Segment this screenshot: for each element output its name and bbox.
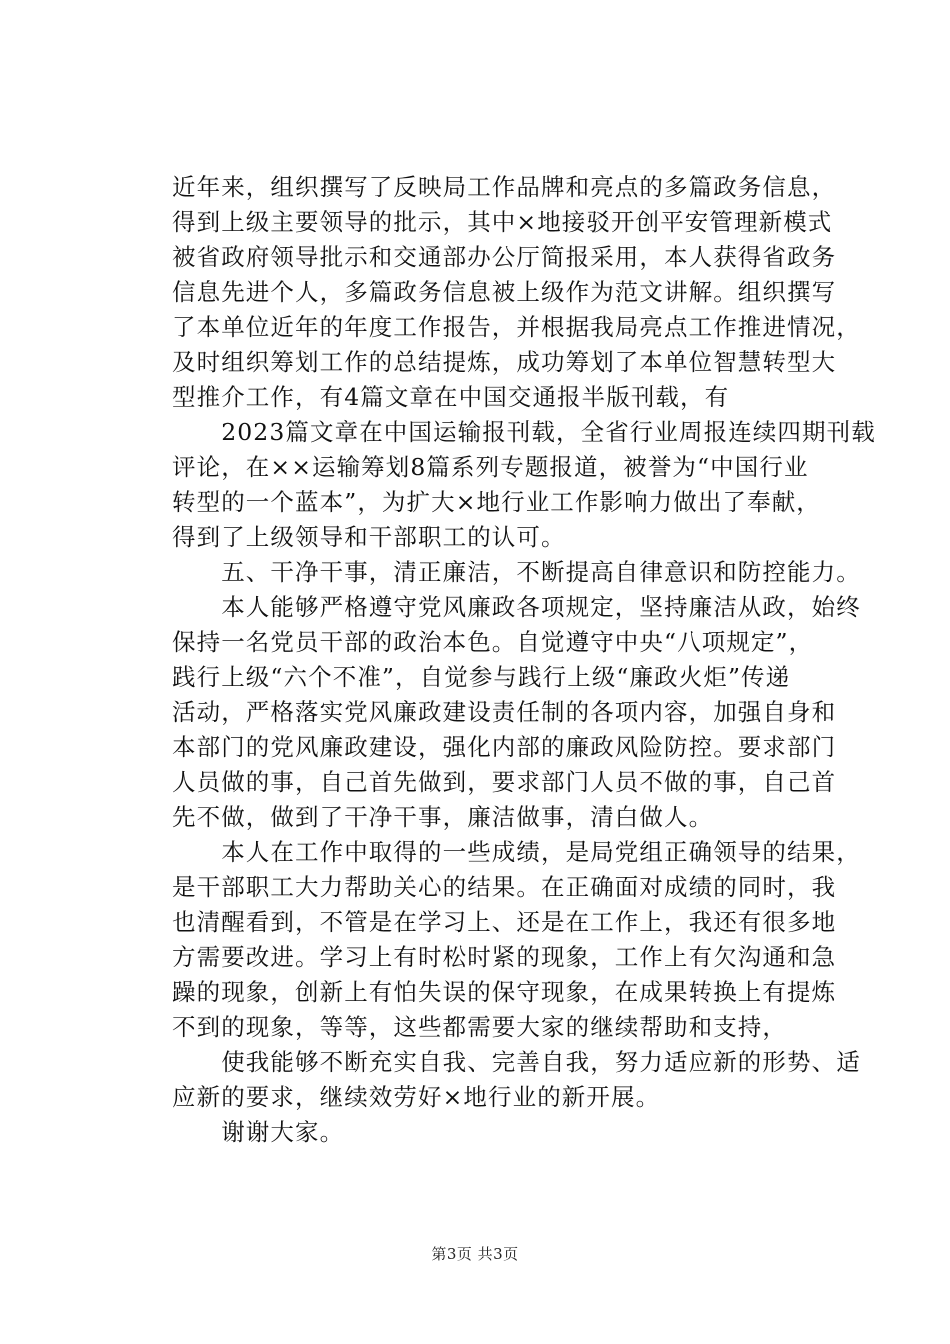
section-heading: 五、干净干事，清正廉洁，不断提高自律意识和防控能力。 [172, 558, 861, 586]
text-line: 使我能够不断充实自我、完善自我，努力适应新的形势、适 [172, 1048, 861, 1076]
text-line: 及时组织筹划工作的总结提炼，成功筹划了本单位智慧转型大 [172, 348, 837, 376]
text-line: 方需要改进。学习上有时松时紧的现象，工作上有欠沟通和急 [172, 943, 837, 971]
text-line: 了本单位近年的年度工作报告，并根据我局亮点工作推进情况， [172, 313, 861, 341]
text-line: 得到上级主要领导的批示，其中×地接驳开创平安管理新模式 [172, 208, 833, 236]
text-line: 本人在工作中取得的一些成绩，是局党组正确领导的结果， [172, 838, 861, 866]
text-line: 评论，在××运输筹划8篇系列专题报道，被誉为“中国行业 [172, 453, 809, 481]
page-number-footer: 第3页 共3页 [431, 1245, 519, 1263]
text-line: 躁的现象，创新上有怕失误的保守现象，在成果转换上有提炼 [172, 978, 837, 1006]
text-line: 信息先进个人，多篇政务信息被上级作为范文讲解。组织撰写 [172, 278, 837, 306]
text-line: 近年来，组织撰写了反映局工作品牌和亮点的多篇政务信息， [172, 173, 837, 201]
text-line: 不到的现象，等等，这些都需要大家的继续帮助和支持， [172, 1013, 787, 1041]
closing-line: 谢谢大家。 [172, 1118, 345, 1146]
text-line: 践行上级“六个不准”，自觉参与践行上级“廉政火炬”传递 [172, 663, 791, 691]
text-line: 应新的要求，继续效劳好×地行业的新开展。 [172, 1083, 661, 1111]
text-line: 被省政府领导批示和交通部办公厅简报采用，本人获得省政务 [172, 243, 837, 271]
text-line: 转型的一个蓝本”，为扩大×地行业工作影响力做出了奉献， [172, 488, 821, 516]
text-line: 本部门的党风廉政建设，强化内部的廉政风险防控。要求部门 [172, 733, 837, 761]
text-line: 型推介工作，有4篇文章在中国交通报半版刊载，有 [172, 383, 730, 411]
text-line: 先不做，做到了干净干事，廉洁做事，清白做人。 [172, 803, 714, 831]
text-line: 2023篇文章在中国运输报刊载，全省行业周报连续四期刊载 [172, 418, 876, 446]
text-line: 活动，严格落实党风廉政建设责任制的各项内容，加强自身和 [172, 698, 837, 726]
document-body [172, 170, 876, 1150]
text-line: 是干部职工大力帮助关心的结果。在正确面对成绩的同时，我 [172, 873, 837, 901]
text-line: 也清醒看到，不管是在学习上、还是在工作上，我还有很多地 [172, 908, 837, 936]
text-line: 本人能够严格遵守党风廉政各项规定，坚持廉洁从政，始终 [172, 593, 861, 621]
text-line: 人员做的事，自己首先做到，要求部门人员不做的事，自己首 [172, 768, 837, 796]
text-line: 保持一名党员干部的政治本色。自觉遵守中央“八项规定”， [172, 628, 814, 656]
text-line: 得到了上级领导和干部职工的认可。 [172, 523, 566, 551]
